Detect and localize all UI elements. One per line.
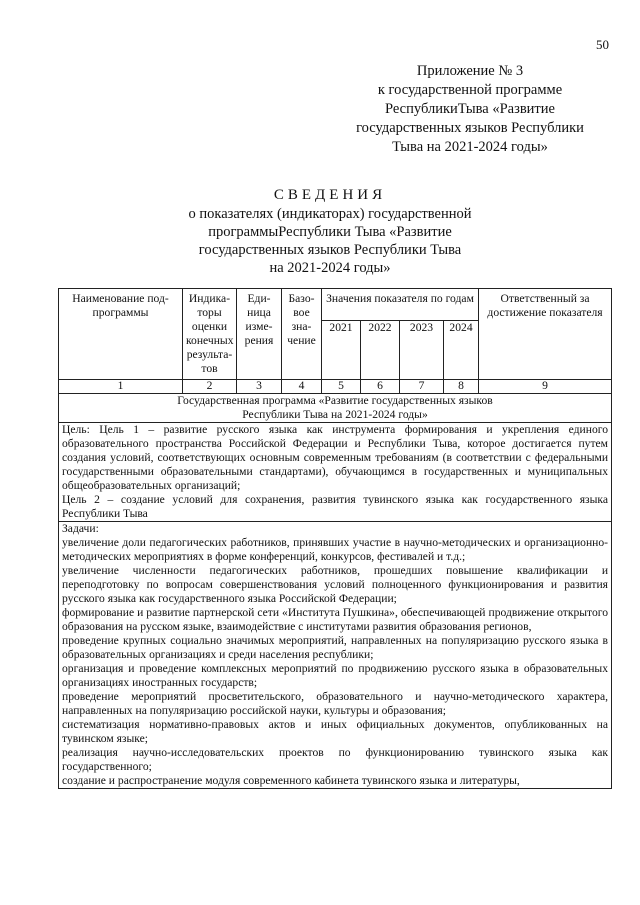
header-year: 2023 [400,321,444,380]
indicators-table [58,288,612,789]
header-subprogram-name: Наименование под-программы [59,289,183,380]
task-item: проведение мероприятий просветительского, образовательного и научно-методического характера, направленных на популяризацию российской науки, культуры и образования; [62,690,609,717]
task-item: систематизация нормативно-правовых актов и иных официальных документов, опубликованных на тувинском языке; [62,718,609,745]
column-number: 9 [479,380,612,394]
task-item: увеличение численности педагогических работников, прошедших повышение квалификации и переподготовку по вопросам совершенствования условий полноценного функционирования и развития русского языка как государственного языка Российской Федерации; [62,564,609,605]
header-indicators: Индика-торы оценки конечных результа-тов [183,289,237,380]
tasks-row [59,522,612,789]
header-year: 2024 [444,321,479,380]
goal-2: Цель 2 – создание условий для сохранения, развития тувинского языка как государственного языка Республики Тыва [62,493,609,520]
page-number: 50 [596,37,609,52]
program-title-row: Государственная программа «Развитие государственных языков Республики Тыва на 2021-2024 годы» [59,394,612,423]
appendix-line: РеспубликиТыва «Развитие [385,101,555,117]
header-responsible: Ответственный за достижение показателя [479,289,612,380]
appendix-line: государственных языков Республики [356,120,584,136]
column-number: 8 [444,380,479,394]
header-year: 2022 [361,321,400,380]
tasks-label: Задачи: [62,522,99,535]
header-unit: Еди-ница изме-рения [237,289,282,380]
column-number: 6 [361,380,400,394]
appendix-line: Приложение № 3 [416,63,524,79]
appendix-line: к государственной программе [377,82,563,98]
title-heading: СВЕДЕНИЯ [273,187,387,203]
goals-row [59,423,612,522]
title-line: на 2021-2024 годы» [269,260,391,276]
column-number: 5 [322,380,361,394]
column-number: 1 [59,380,183,394]
column-number: 4 [282,380,322,394]
header-values-by-year: Значения показателя по годам [322,289,479,321]
task-item: увеличение доли педагогических работников, принявших участие в научно-методических и организационно-методических мероприятиях в форме конференций, конкурсов, фестивалей и т.д.; [62,536,609,563]
header-base-value: Базо-вое зна-чение [282,289,322,380]
appendix-header [330,62,610,157]
task-item: создание и распространение модуля современного кабинета тувинского языка и литературы, [62,774,520,787]
title-line: государственных языков Республики Тыва [198,242,462,258]
goal-1: Цель: Цель 1 – развитие русского языка как инструмента формирования и укрепления единого образовательного пространства Российской Федерации и Республики Тыва, которое достигается путем создания условий, соответствующих основным современным требованиям (в соответствии с федеральными государственными образовательными стандартами), обучающимся в государственных и муниципальных общеобразовательных организаций; [62,423,609,492]
task-item: формирование и развитие партнерской сети «Института Пушкина», обеспечивающей продвижение открытого образования на русском языке, взаимодействие с институтами развития образования регионов, [62,606,609,633]
title-line: о показателях (индикаторах) государственной [188,206,472,222]
document-title [160,186,500,277]
column-number: 3 [237,380,282,394]
column-number: 7 [400,380,444,394]
header-year: 2021 [322,321,361,380]
task-item: организация и проведение комплексных мероприятий по продвижению русского языка в образовательных организациях иностранных государств; [62,662,609,689]
column-number: 2 [183,380,237,394]
appendix-line: Тыва на 2021-2024 годы» [392,139,548,155]
title-line: программыРеспублики Тыва «Развитие [208,224,452,240]
task-item: проведение крупных социально значимых мероприятий, направленных на популяризацию русского языка в образовательных организациях и среди населения республики; [62,634,609,661]
task-item: реализация научно-исследовательских проектов по функционированию тувинского языка как государственного; [62,746,609,773]
